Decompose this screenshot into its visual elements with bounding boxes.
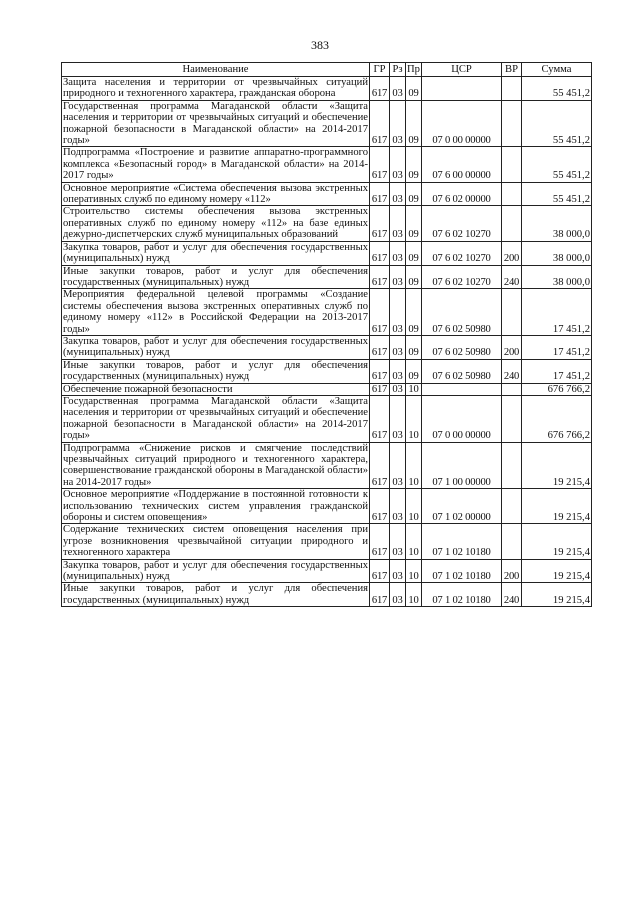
row-name-cell: Основное мероприятие «Система обеспечения вызова экстренных оперативных служб по единому номеру «112» <box>63 182 368 206</box>
row-name-cell: Подпрограмма «Построение и развитие аппаратно-программного комплекса «Безопасный город» в Магаданской области» на 2014-2017 годы» <box>63 147 368 182</box>
row-name-cell: Строительство системы обеспечения вызова экстренных оперативных служб по единому номеру «112» на базе единых дежурно-диспетчерских служб муниципальных образований <box>63 206 368 241</box>
row-vr-cell: 200 <box>502 559 522 583</box>
row-rz-cell: 03 <box>390 489 406 524</box>
table-row <box>62 182 592 206</box>
row-vr-cell <box>502 206 522 241</box>
row-csr-cell: 07 6 02 10270 <box>422 206 502 241</box>
row-gr-cell: 617 <box>370 147 390 182</box>
row-name-cell: Мероприятия федеральной целевой программы «Создание системы обеспечения вызова экстренных оперативных служб по единому номеру «112» в Российской Федерации на 2013-2017 годы» <box>63 289 368 335</box>
row-gr-cell: 617 <box>370 489 390 524</box>
row-name-cell: Содержание технических систем оповещения населения при угрозе возникновения чрезвычайной ситуации природного и техногенного характера <box>63 524 368 559</box>
row-name-cell: Обеспечение пожарной безопасности <box>62 383 370 395</box>
row-rz-cell: 03 <box>390 77 406 101</box>
row-csr-cell: 07 1 02 10180 <box>422 524 502 559</box>
row-sum-cell: 676 766,2 <box>522 395 592 442</box>
row-rz-cell: 03 <box>390 241 406 265</box>
row-name-cell: Закупка товаров, работ и услуг для обеспечения государственных (муниципальных) нужд <box>63 241 368 265</box>
row-gr-cell: 617 <box>370 559 390 583</box>
row-name-cell: Иные закупки товаров, работ и услуг для обеспечения государственных (муниципальных) нужд <box>63 265 368 288</box>
column-header-gr: ГР <box>370 63 390 77</box>
row-gr-cell: 617 <box>370 206 390 241</box>
row-vr-cell <box>502 182 522 206</box>
row-rz-cell: 03 <box>390 265 406 289</box>
row-vr-cell <box>502 147 522 182</box>
row-rz-cell: 03 <box>390 559 406 583</box>
row-csr-cell: 07 0 00 00000 <box>422 395 502 442</box>
table-row <box>62 147 592 182</box>
row-sum-cell: 55 451,2 <box>522 147 592 182</box>
row-sum-cell: 38 000,0 <box>522 206 592 241</box>
row-name-cell: Закупка товаров, работ и услуг для обеспечения государственных (муниципальных) нужд <box>63 559 368 583</box>
row-pr-cell: 09 <box>406 77 422 101</box>
column-header-csr: ЦСР <box>422 63 502 77</box>
table-row <box>62 241 592 265</box>
table-row <box>62 524 592 559</box>
table-row <box>62 77 592 101</box>
row-sum-cell: 38 000,0 <box>522 241 592 265</box>
row-rz-cell: 03 <box>390 359 406 383</box>
row-name-cell: Закупка товаров, работ и услуг для обеспечения государственных (муниципальных) нужд <box>63 335 368 359</box>
row-vr-cell <box>502 489 522 524</box>
row-sum-cell: 19 215,4 <box>522 442 592 489</box>
row-csr-cell: 07 1 02 00000 <box>422 489 502 524</box>
row-pr-cell: 09 <box>406 241 422 265</box>
row-pr-cell: 10 <box>406 559 422 583</box>
row-name-cell: Защита населения и территории от чрезвычайных ситуаций природного и техногенного характера, гражданская оборона <box>63 77 368 100</box>
row-csr-cell: 07 6 02 10270 <box>422 265 502 289</box>
row-gr-cell: 617 <box>370 395 390 442</box>
row-rz-cell: 03 <box>390 383 406 395</box>
row-csr-cell: 07 1 00 00000 <box>422 442 502 489</box>
row-vr-cell <box>502 77 522 101</box>
row-rz-cell: 03 <box>390 524 406 559</box>
row-rz-cell: 03 <box>390 583 406 607</box>
row-sum-cell: 38 000,0 <box>522 265 592 289</box>
page-number: 383 <box>311 38 329 52</box>
row-vr-cell <box>502 524 522 559</box>
table-row <box>62 395 592 442</box>
row-pr-cell: 10 <box>406 583 422 607</box>
row-gr-cell: 617 <box>370 100 390 147</box>
row-vr-cell: 240 <box>502 583 522 607</box>
column-header-pr: Пр <box>407 63 420 75</box>
row-rz-cell: 03 <box>390 395 406 442</box>
row-pr-cell: 09 <box>406 335 422 359</box>
row-vr-cell: 240 <box>502 265 522 289</box>
row-vr-cell <box>502 100 522 147</box>
table-row <box>62 559 592 583</box>
table-row <box>62 206 592 241</box>
row-sum-cell: 676 766,2 <box>522 383 592 395</box>
table-row <box>62 289 592 336</box>
row-rz-cell: 03 <box>390 442 406 489</box>
row-vr-cell <box>502 395 522 442</box>
row-vr-cell <box>502 442 522 489</box>
row-sum-cell: 19 215,4 <box>522 524 592 559</box>
table-row <box>62 265 592 289</box>
row-sum-cell: 17 451,2 <box>522 289 592 336</box>
row-rz-cell: 03 <box>390 206 406 241</box>
row-csr-cell: 07 6 02 50980 <box>422 335 502 359</box>
row-csr-cell: 07 6 02 50980 <box>422 289 502 336</box>
row-gr-cell: 617 <box>370 241 390 265</box>
row-rz-cell: 03 <box>390 100 406 147</box>
row-sum-cell: 19 215,4 <box>522 559 592 583</box>
row-vr-cell: 240 <box>502 359 522 383</box>
table-body <box>62 77 592 607</box>
row-name-cell: Подпрограмма «Снижение рисков и смягчение последствий чрезвычайных ситуаций природного и техногенного характера, совершенствование гражданской обороны в Магаданской области» на 2014-2017 годы» <box>63 442 368 488</box>
row-pr-cell: 09 <box>406 100 422 147</box>
row-csr-cell <box>422 383 502 395</box>
row-pr-cell: 09 <box>406 265 422 289</box>
table-row <box>62 100 592 147</box>
row-vr-cell: 200 <box>502 241 522 265</box>
row-sum-cell: 55 451,2 <box>522 182 592 206</box>
table-row <box>62 583 592 607</box>
row-sum-cell: 17 451,2 <box>522 335 592 359</box>
row-name-cell: Основное мероприятие «Поддержание в постоянной готовности к использованию технических систем управления гражданской обороны и систем оповещения» <box>63 489 368 524</box>
row-sum-cell: 19 215,4 <box>522 583 592 607</box>
row-rz-cell: 03 <box>390 335 406 359</box>
row-gr-cell: 617 <box>370 77 390 101</box>
row-gr-cell: 617 <box>370 583 390 607</box>
row-pr-cell: 09 <box>406 359 422 383</box>
row-name-cell: Иные закупки товаров, работ и услуг для обеспечения государственных (муниципальных) нужд <box>63 583 368 606</box>
row-sum-cell: 17 451,2 <box>522 359 592 383</box>
row-sum-cell: 55 451,2 <box>522 77 592 101</box>
row-rz-cell: 03 <box>390 289 406 336</box>
row-csr-cell: 07 1 02 10180 <box>422 583 502 607</box>
row-csr-cell: 07 6 02 10270 <box>422 241 502 265</box>
row-name-cell: Иные закупки товаров, работ и услуг для обеспечения государственных (муниципальных) нужд <box>63 359 368 383</box>
row-gr-cell: 617 <box>370 182 390 206</box>
row-csr-cell: 07 6 02 50980 <box>422 359 502 383</box>
row-pr-cell: 10 <box>406 383 422 395</box>
table-row <box>62 383 592 395</box>
row-sum-cell: 55 451,2 <box>522 100 592 147</box>
row-pr-cell: 10 <box>406 489 422 524</box>
row-gr-cell: 617 <box>370 289 390 336</box>
table-row <box>62 359 592 383</box>
row-gr-cell: 617 <box>370 383 390 395</box>
row-gr-cell: 617 <box>370 359 390 383</box>
row-rz-cell: 03 <box>390 182 406 206</box>
row-pr-cell: 09 <box>406 206 422 241</box>
row-csr-cell <box>422 77 502 101</box>
column-header-vr: ВР <box>502 63 522 77</box>
row-pr-cell: 09 <box>406 289 422 336</box>
row-gr-cell: 617 <box>370 442 390 489</box>
row-pr-cell: 09 <box>406 182 422 206</box>
row-sum-cell: 19 215,4 <box>522 489 592 524</box>
row-pr-cell: 09 <box>406 147 422 182</box>
row-csr-cell: 07 6 02 00000 <box>422 182 502 206</box>
row-vr-cell <box>502 383 522 395</box>
row-vr-cell: 200 <box>502 335 522 359</box>
table-header-row <box>62 63 592 77</box>
row-csr-cell: 07 1 02 10180 <box>422 559 502 583</box>
row-csr-cell: 07 0 00 00000 <box>422 100 502 147</box>
column-header-rz: Рз <box>390 63 406 77</box>
row-pr-cell: 10 <box>406 524 422 559</box>
row-gr-cell: 617 <box>370 335 390 359</box>
table-row <box>62 489 592 524</box>
row-name-cell: Государственная программа Магаданской области «Защита населения и территории от чрезвычайных ситуаций и обеспечение пожарной безопасности в Магаданской области» на 2014-2017 годы» <box>63 100 368 147</box>
row-pr-cell: 10 <box>406 395 422 442</box>
table-row <box>62 442 592 489</box>
row-gr-cell: 617 <box>370 524 390 559</box>
row-rz-cell: 03 <box>390 147 406 182</box>
table-row <box>62 335 592 359</box>
row-csr-cell: 07 6 00 00000 <box>422 147 502 182</box>
column-header-sum: Сумма <box>522 63 592 77</box>
row-name-cell: Государственная программа Магаданской области «Защита населения и территории от чрезвычайных ситуаций и обеспечение пожарной безопасности в Магаданской области» на 2014-2017 годы» <box>63 395 368 442</box>
row-vr-cell <box>502 289 522 336</box>
row-gr-cell: 617 <box>370 265 390 289</box>
budget-table <box>61 62 592 607</box>
row-pr-cell: 10 <box>406 442 422 489</box>
column-header-name: Наименование <box>62 63 370 77</box>
